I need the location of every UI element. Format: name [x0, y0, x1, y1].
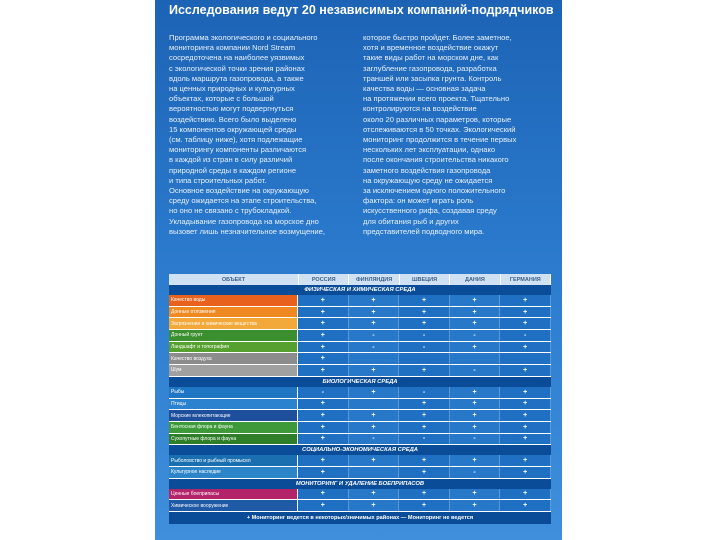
text-line: и типа строительных работ.	[169, 175, 267, 185]
table-cell: +	[450, 410, 501, 421]
row-label: Морские млекопитающие	[169, 410, 298, 421]
table-cell: +	[450, 399, 501, 410]
table-cell: +	[349, 410, 400, 421]
table-cell: +	[298, 330, 349, 341]
table-cell: +	[450, 318, 501, 329]
column-header: ФИНЛЯНДИЯ	[349, 274, 399, 285]
table-row	[169, 467, 551, 479]
table-cell: -	[399, 330, 450, 341]
table-cell: -	[349, 342, 400, 353]
table-cell	[399, 353, 450, 364]
text-line: мониторинг продолжится в течение первых	[363, 135, 517, 145]
table-body	[169, 285, 551, 512]
table-cell: +	[399, 365, 450, 376]
table-row	[169, 422, 551, 434]
row-label: Птицы	[169, 399, 298, 410]
table-cell	[500, 353, 551, 364]
text-line: мониторингу компоненты различаются	[169, 145, 307, 155]
text-line: вероятностью могут подвергнуться	[169, 104, 294, 114]
text-column-right	[363, 33, 551, 237]
text-line: траншей или засыпка грунта. Контроль	[363, 73, 502, 83]
section-header: ФИЗИЧЕСКАЯ И ХИМИЧЕСКАЯ СРЕДА	[169, 285, 551, 295]
text-line: на окружающую среду не ожидается	[363, 175, 493, 185]
table-row	[169, 399, 551, 411]
text-line: на протяжении всего проекта. Тщательно	[363, 94, 510, 104]
row-label: Донный грунт	[169, 330, 298, 341]
table-cell: +	[500, 422, 551, 433]
column-header: ОБЪЕКТ	[169, 274, 299, 285]
text-line: вдоль маршрута газопровода, а также	[169, 73, 304, 83]
table-cell: +	[399, 295, 450, 306]
table-cell: +	[500, 489, 551, 500]
table-cell: -	[399, 387, 450, 398]
table-cell: +	[399, 422, 450, 433]
row-label: Шум	[169, 365, 298, 376]
table-cell: +	[450, 342, 501, 353]
row-label: Рыболовство и рыбный промысел	[169, 455, 298, 466]
table-cell: +	[399, 307, 450, 318]
document-page	[155, 0, 562, 540]
row-label: Сухопутные флора и фауна	[169, 434, 298, 445]
table-cell: +	[298, 295, 349, 306]
table-cell: +	[298, 307, 349, 318]
table-cell: +	[399, 410, 450, 421]
table-cell: +	[500, 434, 551, 445]
table-cell	[450, 353, 501, 364]
table-cell: +	[500, 467, 551, 478]
table-cell: +	[500, 318, 551, 329]
table-footnote: + Мониторинг ведется в некоторых/значимых районах — Мониторинг не ведется	[169, 512, 551, 524]
text-line: после окончания строительства никакого	[363, 155, 509, 165]
text-line: такие виды работ на морском дне, как	[363, 53, 499, 63]
table-cell: +	[399, 500, 450, 511]
section-header: МОНИТОРИНГ И УДАЛЕНИЕ БОЕПРИПАСОВ	[169, 479, 551, 489]
table-cell: +	[500, 342, 551, 353]
monitoring-table	[169, 274, 551, 524]
table-cell: +	[349, 500, 400, 511]
table-cell: +	[500, 387, 551, 398]
row-label: Загрязнение и химические вещества	[169, 318, 298, 329]
table-cell: +	[500, 399, 551, 410]
table-cell: +	[450, 307, 501, 318]
text-line: искусственного рифа, создавая среду	[363, 206, 497, 216]
text-line: контролируются на воздействие	[363, 104, 477, 114]
text-line: представителей подводного мира.	[363, 226, 485, 236]
table-cell: -	[298, 387, 349, 398]
text-line: (см. таблицу ниже), хотя подлежащие	[169, 135, 303, 145]
text-line: объектах, которые с большой	[169, 94, 274, 104]
table-cell: +	[349, 365, 400, 376]
table-cell: +	[500, 295, 551, 306]
text-line: сосредоточена на наиболее уязвимых	[169, 53, 305, 63]
table-cell: +	[500, 307, 551, 318]
table-cell: -	[450, 365, 501, 376]
row-label: Культурное наследие	[169, 467, 298, 478]
table-cell: +	[298, 318, 349, 329]
table-cell: -	[450, 467, 501, 478]
row-label: Ландшафт и топография	[169, 342, 298, 353]
column-header: ДАНИЯ	[450, 274, 500, 285]
table-cell: +	[450, 295, 501, 306]
table-cell	[349, 467, 400, 478]
table-cell: -	[500, 330, 551, 341]
table-row	[169, 330, 551, 342]
table-cell	[349, 353, 400, 364]
text-line: воздействию. Всего было выделено	[169, 114, 297, 124]
table-row	[169, 295, 551, 307]
table-cell: +	[349, 318, 400, 329]
table-cell: +	[500, 455, 551, 466]
table-row	[169, 342, 551, 354]
text-line: 15 компонентов окружающей среды	[169, 124, 297, 134]
text-line: природной среды в каждом регионе	[169, 165, 297, 175]
row-label: Качество воды	[169, 295, 298, 306]
table-cell: +	[298, 365, 349, 376]
table-row	[169, 365, 551, 377]
table-cell: +	[298, 500, 349, 511]
table-cell: +	[399, 318, 450, 329]
table-cell: +	[298, 434, 349, 445]
table-cell: +	[399, 455, 450, 466]
table-cell: +	[349, 422, 400, 433]
table-cell: +	[349, 489, 400, 500]
table-row	[169, 500, 551, 512]
table-row	[169, 353, 551, 365]
row-label: Химическое вооружение	[169, 500, 298, 511]
text-line: заглубление газопровода, разработка	[363, 63, 497, 73]
table-row	[169, 307, 551, 319]
text-line: вызовет лишь незначительное возмущение,	[169, 226, 325, 236]
table-cell: +	[450, 500, 501, 511]
table-cell: +	[399, 399, 450, 410]
table-cell: -	[399, 342, 450, 353]
text-line: Укладывание газопровода на морское дно	[169, 216, 319, 226]
section-header: СОЦИАЛЬНО-ЭКОНОМИЧЕСКАЯ СРЕДА	[169, 445, 551, 455]
table-cell	[349, 399, 400, 410]
column-header: ШВЕЦИЯ	[400, 274, 450, 285]
table-cell: +	[349, 295, 400, 306]
column-header: РОССИЯ	[299, 274, 349, 285]
table-cell: +	[500, 365, 551, 376]
text-line: с экологической точки зрения районах	[169, 63, 305, 73]
text-line: для обитания рыб и других	[363, 216, 459, 226]
table-cell: +	[298, 399, 349, 410]
table-row	[169, 455, 551, 467]
text-line: в каждой из стран в силу различий	[169, 155, 293, 165]
table-cell: -	[349, 330, 400, 341]
table-cell: +	[450, 422, 501, 433]
table-cell: +	[298, 353, 349, 364]
table-row	[169, 410, 551, 422]
text-line: качества воды — основная задача	[363, 84, 486, 94]
table-cell: -	[450, 434, 501, 445]
text-line: фактора: он может играть роль	[363, 196, 474, 206]
table-cell: +	[399, 467, 450, 478]
text-column-left	[169, 33, 359, 237]
text-line: которое быстро пройдет. Более заметное,	[363, 33, 512, 42]
row-label: Донные отложения	[169, 307, 298, 318]
row-label: Бентосная флора и фауна	[169, 422, 298, 433]
text-line: на ценных природных и культурных	[169, 84, 295, 94]
table-row	[169, 489, 551, 501]
table-cell: +	[298, 455, 349, 466]
row-label: Рыбы	[169, 387, 298, 398]
table-cell: +	[450, 387, 501, 398]
table-cell: +	[500, 500, 551, 511]
page-title: Исследования ведут 20 независимых компаний-подрядчиков	[169, 3, 554, 17]
text-line: среду ожидается на этапе строительства,	[169, 196, 317, 206]
row-label: Ценные боеприпасы	[169, 489, 298, 500]
text-line: Основное воздействие на окружающую	[169, 186, 310, 196]
table-cell: +	[298, 422, 349, 433]
table-cell: +	[298, 342, 349, 353]
text-line: Программа экологического и социального	[169, 33, 318, 42]
table-row	[169, 318, 551, 330]
table-cell: -	[349, 434, 400, 445]
text-line: около 20 различных параметров, которые	[363, 114, 512, 124]
text-line: за исключением одного положительного	[363, 186, 506, 196]
table-cell: +	[349, 307, 400, 318]
table-cell: -	[450, 330, 501, 341]
table-cell: +	[500, 410, 551, 421]
text-line: хотя и временное воздействие окажут	[363, 43, 499, 53]
table-cell: +	[349, 387, 400, 398]
text-line: но оно не связано с трубокладкой.	[169, 206, 292, 216]
text-line: мониторинга компании Nord Stream	[169, 43, 296, 53]
text-line: нескольких лет эксплуатации, однако	[363, 145, 496, 155]
table-row	[169, 387, 551, 399]
table-cell: +	[450, 455, 501, 466]
row-label: Качество воздуха	[169, 353, 298, 364]
table-cell: -	[399, 434, 450, 445]
text-line: заметного воздействия газопровода	[363, 165, 491, 175]
text-line: отслеживаются в 50 точках. Экологический	[363, 124, 516, 134]
table-cell: +	[399, 489, 450, 500]
table-cell: +	[298, 410, 349, 421]
table-row	[169, 434, 551, 446]
table-cell: +	[298, 489, 349, 500]
table-cell: +	[298, 467, 349, 478]
table-cell: +	[450, 489, 501, 500]
table-header	[169, 274, 551, 285]
column-header: ГЕРМАНИЯ	[501, 274, 551, 285]
table-cell: +	[349, 455, 400, 466]
section-header: БИОЛОГИЧЕСКАЯ СРЕДА	[169, 377, 551, 387]
